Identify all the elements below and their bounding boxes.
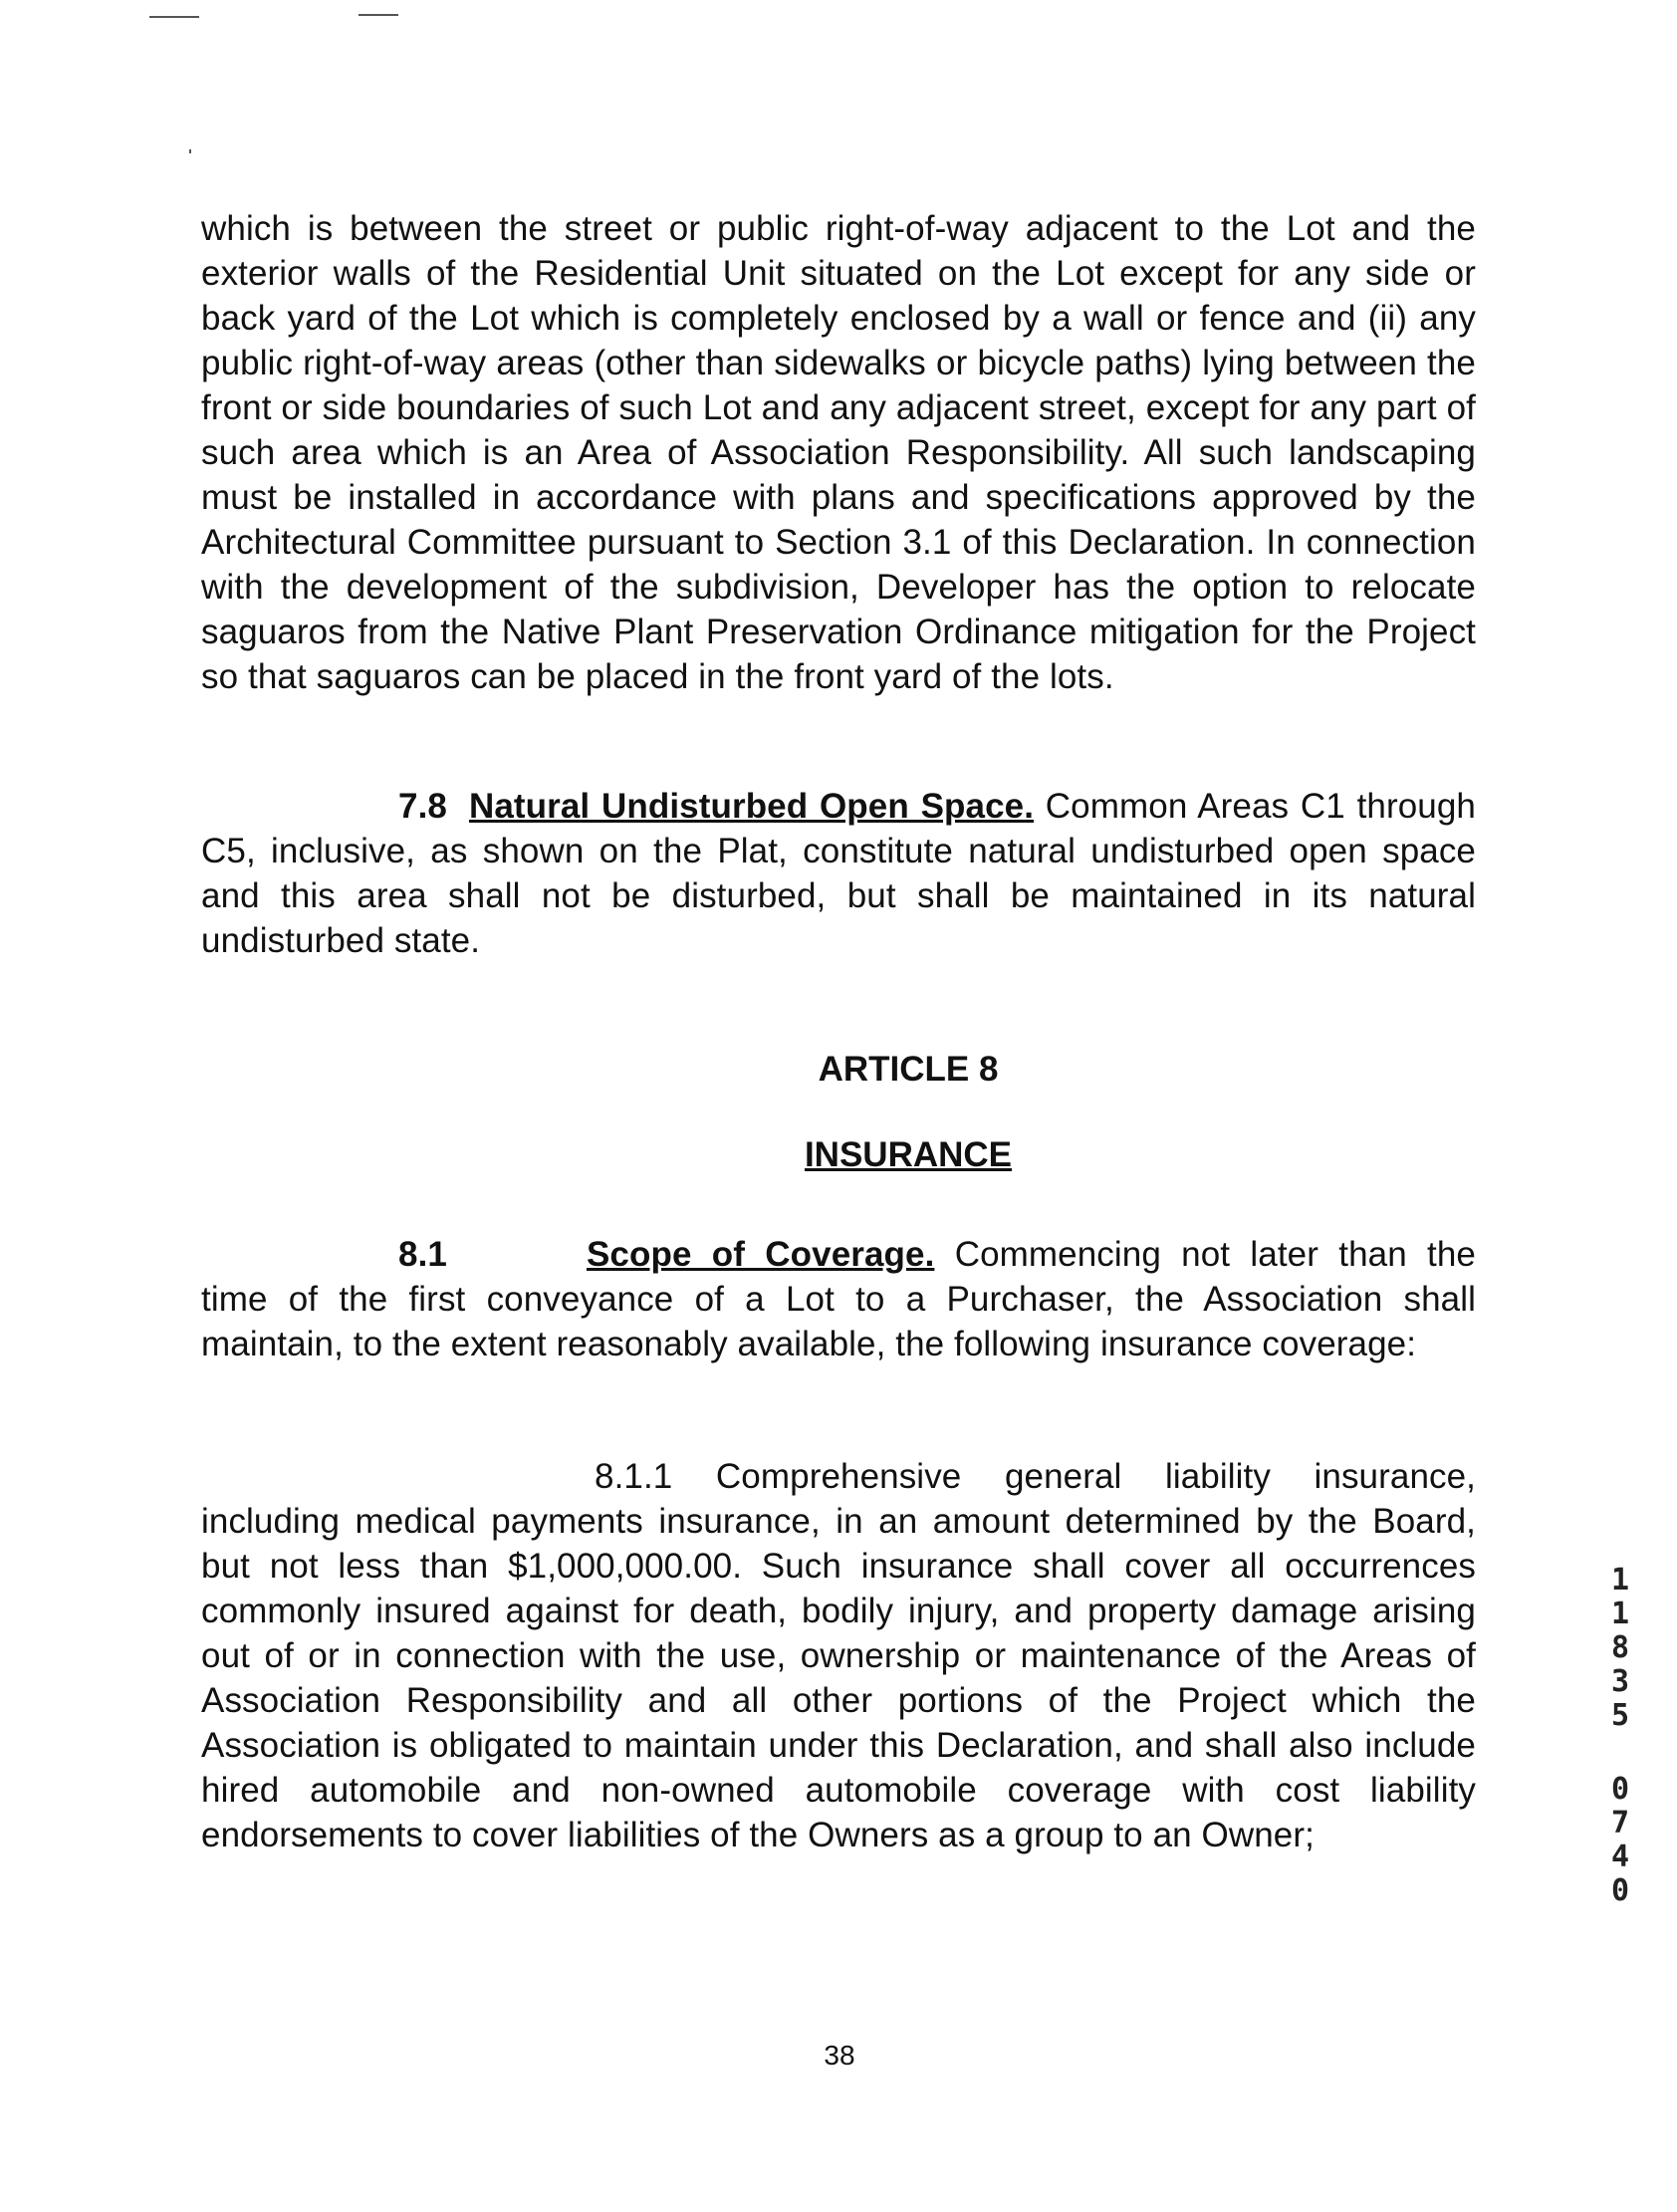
scan-artifact — [189, 149, 191, 153]
stamp-digit: 1 — [1610, 1563, 1630, 1598]
section-8-1 — [201, 1232, 1476, 1366]
page-number: 38 — [824, 2040, 855, 2071]
stamp-digit: 8 — [1610, 1630, 1630, 1665]
article-title: INSURANCE — [804, 1135, 1013, 1174]
article-label: ARTICLE 8 — [818, 1050, 999, 1089]
stamp-digit: 5 — [1610, 1698, 1630, 1733]
section-body: Commencing not later than the time of the first conveyance of a Lot to a Purchaser, the Association shall maintain, to the extent reasonably available, the following insurance coverage: — [201, 1235, 1476, 1363]
section-8-1-1: 8.1.1 Comprehensive general liability insurance, including medical payments insurance, in an amount determined by the Board, but not less than $1,000,000.00. Such insurance shall cover all occurrences commonly insured against for death, bodily injury, and property damage arising out of or in connection with the use, ownership or maintenance of the Areas of Association Responsibility and all other portions of the Project which the Association is obligated to maintain under this Declaration, and shall also include hired automobile and non-owned automobile coverage with cost liability endorsements to cover liabilities of the Owners as a group to an Owner; — [201, 1457, 1476, 1854]
section-number: 7.8 — [398, 787, 447, 826]
stamp-digit: 0 — [1610, 1772, 1630, 1807]
stamp-digit: 4 — [1610, 1840, 1630, 1874]
section-body: Common Areas C1 through C5, inclusive, as shown on the Plat, constitute natural undisturbed open space and this area shall not be disturbed, but shall be maintained in its natural undisturbed state. — [201, 787, 1476, 960]
stamp-digit: 0 — [1610, 1873, 1630, 1908]
stamp-digit: 3 — [1610, 1664, 1630, 1699]
section-title: Scope of Coverage. — [586, 1235, 935, 1274]
scan-artifact — [149, 16, 199, 18]
section-7-8 — [201, 784, 1476, 963]
scan-artifact — [359, 14, 398, 16]
section-number: 8.1 — [398, 1235, 447, 1274]
recording-number-stamp — [1600, 1564, 1640, 1908]
paragraph-continuation: which is between the street or public right-of-way adjacent to the Lot and the exterior walls of the Residential Unit situated on the Lot except for any side or back yard of the Lot which is completely enclosed by a wall or fence and (ii) any public right-of-way areas (other than sidewalks or bicycle paths) lying between the front or side boundaries of such Lot and any adjacent street, except for any part of such area which is an Area of Association Responsibility. All such landscaping must be installed in accordance with plans and specifications approved by the Architectural Committee pursuant to Section 3.1 of this Declaration. In connection with the development of the subdivision, Developer has the option to relocate saguaros from the Native Plant Preservation Ordinance mitigation for the Project so that saguaros can be placed in the front yard of the lots. — [201, 209, 1476, 696]
stamp-digit: 7 — [1610, 1806, 1630, 1841]
stamp-digit: 1 — [1610, 1597, 1630, 1631]
section-title: Natural Undisturbed Open Space. — [468, 787, 1035, 826]
